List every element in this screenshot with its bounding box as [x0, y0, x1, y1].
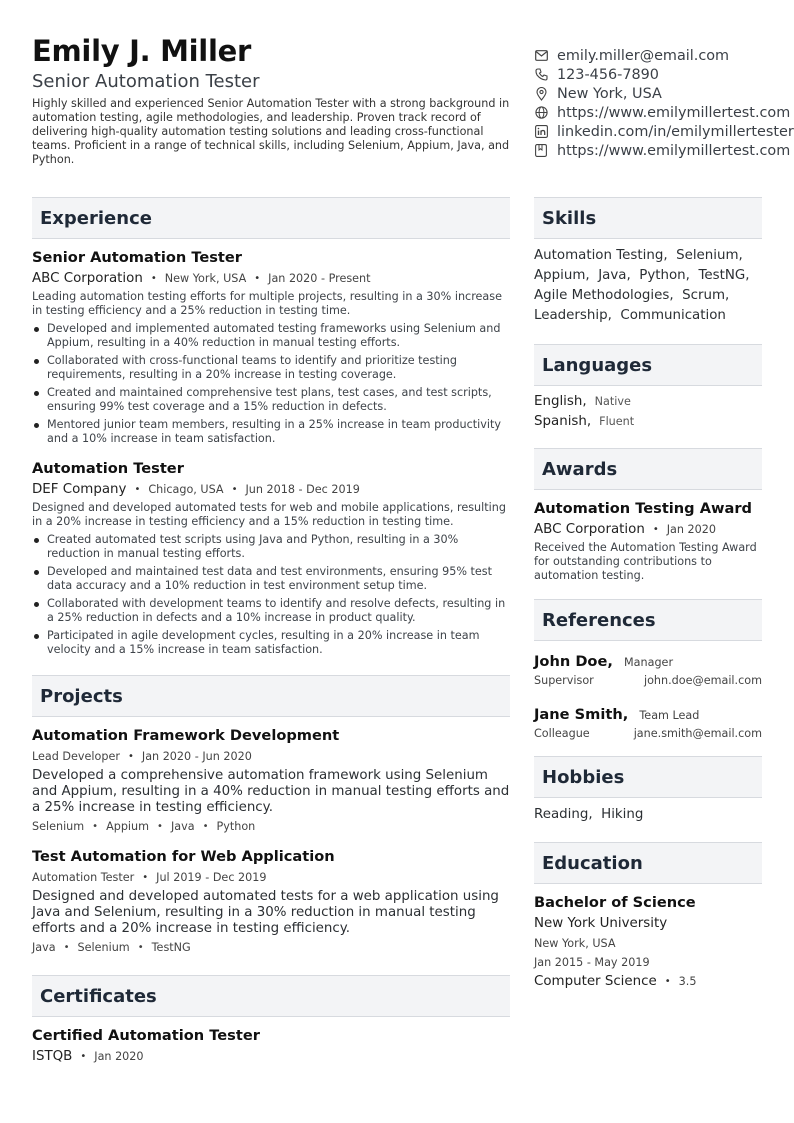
- skill: Selenium,: [676, 248, 743, 263]
- phone-icon: [534, 68, 548, 82]
- list-item: Created and maintained comprehensive test plans, test cases, and test scripts, ensuring 99% test coverage and a 15% reduction in defects.: [32, 386, 510, 414]
- keyword: Appium: [106, 820, 150, 833]
- list-item: Developed and implemented automated testing frameworks using Selenium and Appium, resulting in a 40% reduction in manual testing efforts.: [32, 322, 510, 350]
- reference-header: [534, 651, 762, 670]
- contact-phone-text: 123-456-7890: [557, 66, 659, 83]
- project-meta: Lead Developer • Jan 2020 - Jun 2020: [32, 750, 252, 763]
- hobbies-list: Reading, Hiking: [534, 807, 644, 822]
- references-heading: [534, 599, 762, 641]
- job-highlights: [32, 533, 510, 657]
- skill: Communication: [620, 308, 726, 323]
- globe-icon: [534, 106, 548, 120]
- reference-role: Team Lead: [639, 709, 700, 722]
- award-date: Jan 2020: [666, 523, 717, 536]
- project-meta: Automation Tester • Jul 2019 - Dec 2019: [32, 871, 267, 884]
- language-item: [534, 412, 762, 432]
- main-column: [32, 197, 510, 1065]
- job-dates: Jun 2018 - Dec 2019: [245, 483, 360, 496]
- reference-details: [534, 727, 762, 740]
- keyword: TestNG: [151, 941, 191, 954]
- keyword: Python: [216, 820, 256, 833]
- project-item: [32, 727, 510, 834]
- school: New York University: [534, 916, 668, 931]
- contact-portfolio[interactable]: [534, 141, 794, 160]
- award-summary: Received the Automation Testing Award for outstanding contributions to automation testing.: [534, 541, 757, 582]
- certificate-title: Certified Automation Tester: [32, 1027, 260, 1044]
- award-meta: ABC Corporation • Jan 2020: [534, 522, 717, 537]
- job-summary: Designed and developed automated tests for web and mobile applications, resulting in a 20% increase in testing efficiency and a 15% reduction in testing time.: [32, 501, 506, 528]
- education-heading-text: Education: [542, 852, 643, 874]
- certificate-meta: ISTQB • Jan 2020: [32, 1049, 144, 1064]
- project-keywords: Java • Selenium • TestNG: [32, 941, 191, 954]
- project-title: Automation Framework Development: [32, 727, 340, 744]
- contact-linkedin-text: linkedin.com/in/emilymillertester: [557, 123, 794, 140]
- list-item: Participated in agile development cycles, resulting in a 20% increase in team velocity and a 15% increase in team satisfaction.: [32, 629, 510, 657]
- reference-name: Jane Smith,: [534, 706, 629, 723]
- experience-item: [32, 460, 510, 657]
- project-title: Test Automation for Web Application: [32, 848, 335, 865]
- contact-portfolio-text: https://www.emilymillertest.com: [557, 142, 791, 159]
- company: ABC Corporation: [32, 271, 143, 286]
- projects-heading-text: Projects: [40, 685, 123, 707]
- skill: Automation Testing,: [534, 248, 668, 263]
- reference-header: [534, 704, 762, 723]
- degree: Bachelor of Science: [534, 894, 696, 911]
- company: DEF Company: [32, 482, 127, 497]
- candidate-name: Emily J. Miller: [32, 34, 251, 68]
- job-summary: Leading automation testing efforts for multiple projects, resulting in a 30% increase in testing efficiency and a 25% reduction in testing time.: [32, 290, 502, 317]
- job-location: Chicago, USA: [148, 483, 224, 496]
- awards-heading-text: Awards: [542, 458, 618, 480]
- language-item: [534, 392, 762, 412]
- list-item: Created automated test scripts using Java and Python, resulting in a 30% reduction in manual testing efforts.: [32, 533, 510, 561]
- project-role: Lead Developer: [32, 750, 120, 763]
- job-dates: Jan 2020 - Present: [268, 272, 371, 285]
- language-level: Native: [594, 395, 631, 408]
- certificates-heading: [32, 975, 510, 1017]
- job-meta: ABC Corporation • New York, USA • Jan 2020 - Present: [32, 271, 371, 286]
- skills-heading-text: Skills: [542, 207, 597, 229]
- keyword: Java: [32, 941, 56, 954]
- reference-details: [534, 674, 762, 687]
- skills-list: [534, 246, 762, 326]
- experience-heading-text: Experience: [40, 207, 152, 229]
- reference-relation: Colleague: [534, 727, 590, 740]
- reference-item: [534, 704, 762, 740]
- mail-icon: [534, 49, 548, 63]
- list-item: Collaborated with cross-functional teams to identify and prioritize testing requirements, resulting in a 20% increase in testing coverage.: [32, 354, 510, 382]
- languages-list: [534, 392, 762, 432]
- job-location: New York, USA: [164, 272, 247, 285]
- reference-item: [534, 651, 762, 687]
- languages-heading: [534, 344, 762, 386]
- project-role: Automation Tester: [32, 871, 135, 884]
- list-item: Collaborated with development teams to identify and resolve defects, resulting in a 25% reduction in defects and a 10% increase in product quality.: [32, 597, 510, 625]
- project-dates: Jul 2019 - Dec 2019: [156, 871, 267, 884]
- skills-heading: [534, 197, 762, 239]
- reference-email[interactable]: john.doe@email.com: [643, 674, 762, 687]
- reference-email[interactable]: jane.smith@email.com: [633, 727, 762, 740]
- certificates-heading-text: Certificates: [40, 985, 157, 1007]
- education-location: New York, USA: [534, 937, 616, 950]
- headline: Senior Automation Tester: [32, 71, 260, 92]
- project-dates: Jan 2020 - Jun 2020: [141, 750, 252, 763]
- job-title: Automation Tester: [32, 460, 184, 477]
- skill: Python,: [639, 268, 690, 283]
- summary: Highly skilled and experienced Senior Automation Tester with a strong background in automation testing, agile methodologies, and leadership. Proven track record of delivering high-quality automation testing solutions and leading cross-functional teams. Proficient in a range of technical skills, including Selenium, Appium, Java, and Python.: [32, 97, 510, 166]
- keyword: Selenium: [77, 941, 130, 954]
- job-highlights: [32, 322, 510, 446]
- certificate-item: [32, 1027, 510, 1065]
- contact-location: [534, 84, 794, 103]
- reference-name: John Doe,: [534, 653, 613, 670]
- keyword: Java: [170, 820, 195, 833]
- project-description: Designed and developed automated tests for a web application using Java and Selenium, resulting in a 30% reduction in manual testing efforts and a 20% increase in testing efficiency.: [32, 889, 499, 936]
- certificate-issuer: ISTQB: [32, 1049, 73, 1064]
- location-pin-icon: [534, 87, 548, 101]
- certificate-date: Jan 2020: [94, 1050, 144, 1063]
- award-awarder: ABC Corporation: [534, 522, 645, 537]
- contact-location-text: New York, USA: [557, 85, 662, 102]
- languages-heading-text: Languages: [542, 354, 653, 376]
- contact-email[interactable]: [534, 46, 794, 65]
- reference-relation: Supervisor: [534, 674, 594, 687]
- award-title: Automation Testing Award: [534, 500, 752, 517]
- keyword: Selenium: [32, 820, 85, 833]
- skill: Leadership,: [534, 308, 612, 323]
- job-meta: DEF Company • Chicago, USA • Jun 2018 - Dec 2019: [32, 482, 360, 497]
- skill: Appium,: [534, 268, 590, 283]
- contact-phone[interactable]: [534, 65, 794, 84]
- hobbies-heading-text: Hobbies: [542, 766, 625, 788]
- language-level: Fluent: [599, 415, 635, 428]
- projects-heading: [32, 675, 510, 717]
- list-item: Developed and maintained test data and test environments, ensuring 95% test data accuracy and a 10% reduction in test environment setup time.: [32, 565, 510, 593]
- award-item: [534, 500, 762, 583]
- field-of-study: Computer Science: [534, 974, 657, 989]
- skill: Agile Methodologies,: [534, 288, 674, 303]
- bookmark-icon: [534, 144, 548, 158]
- reference-role: Manager: [624, 656, 674, 669]
- experience-item: [32, 249, 510, 446]
- education-item: [534, 894, 762, 990]
- experience-heading: [32, 197, 510, 239]
- gpa: 3.5: [678, 975, 697, 988]
- skill: TestNG,: [698, 268, 750, 283]
- contact-website[interactable]: [534, 103, 794, 122]
- contact-linkedin[interactable]: [534, 122, 794, 141]
- contact-email-text: emily.miller@email.com: [557, 47, 730, 64]
- contact-list: [534, 46, 794, 160]
- contact-website-text: https://www.emilymillertest.com: [557, 104, 791, 121]
- linkedin-icon: [534, 125, 548, 139]
- references-heading-text: References: [542, 609, 656, 631]
- education-dates: Jan 2015 - May 2019: [534, 956, 650, 969]
- skill: Scrum,: [682, 288, 730, 303]
- awards-heading: [534, 448, 762, 490]
- project-item: [32, 848, 510, 955]
- language-name: Spanish,: [534, 414, 592, 429]
- sidebar-column: [534, 197, 762, 990]
- language-name: English,: [534, 394, 587, 409]
- list-item: Mentored junior team members, resulting in a 25% increase in team productivity and a 10% increase in team satisfaction.: [32, 418, 510, 446]
- header: [32, 34, 514, 167]
- skill: Java,: [598, 268, 631, 283]
- hobbies-heading: [534, 756, 762, 798]
- job-title: Senior Automation Tester: [32, 249, 242, 266]
- education-heading: [534, 842, 762, 884]
- education-field-gpa: Computer Science • 3.5: [534, 974, 697, 989]
- project-keywords: Selenium • Appium • Java • Python: [32, 820, 256, 833]
- project-description: Developed a comprehensive automation framework using Selenium and Appium, resulting in a 40% reduction in manual testing efforts and a 25% increase in testing efficiency.: [32, 768, 510, 815]
